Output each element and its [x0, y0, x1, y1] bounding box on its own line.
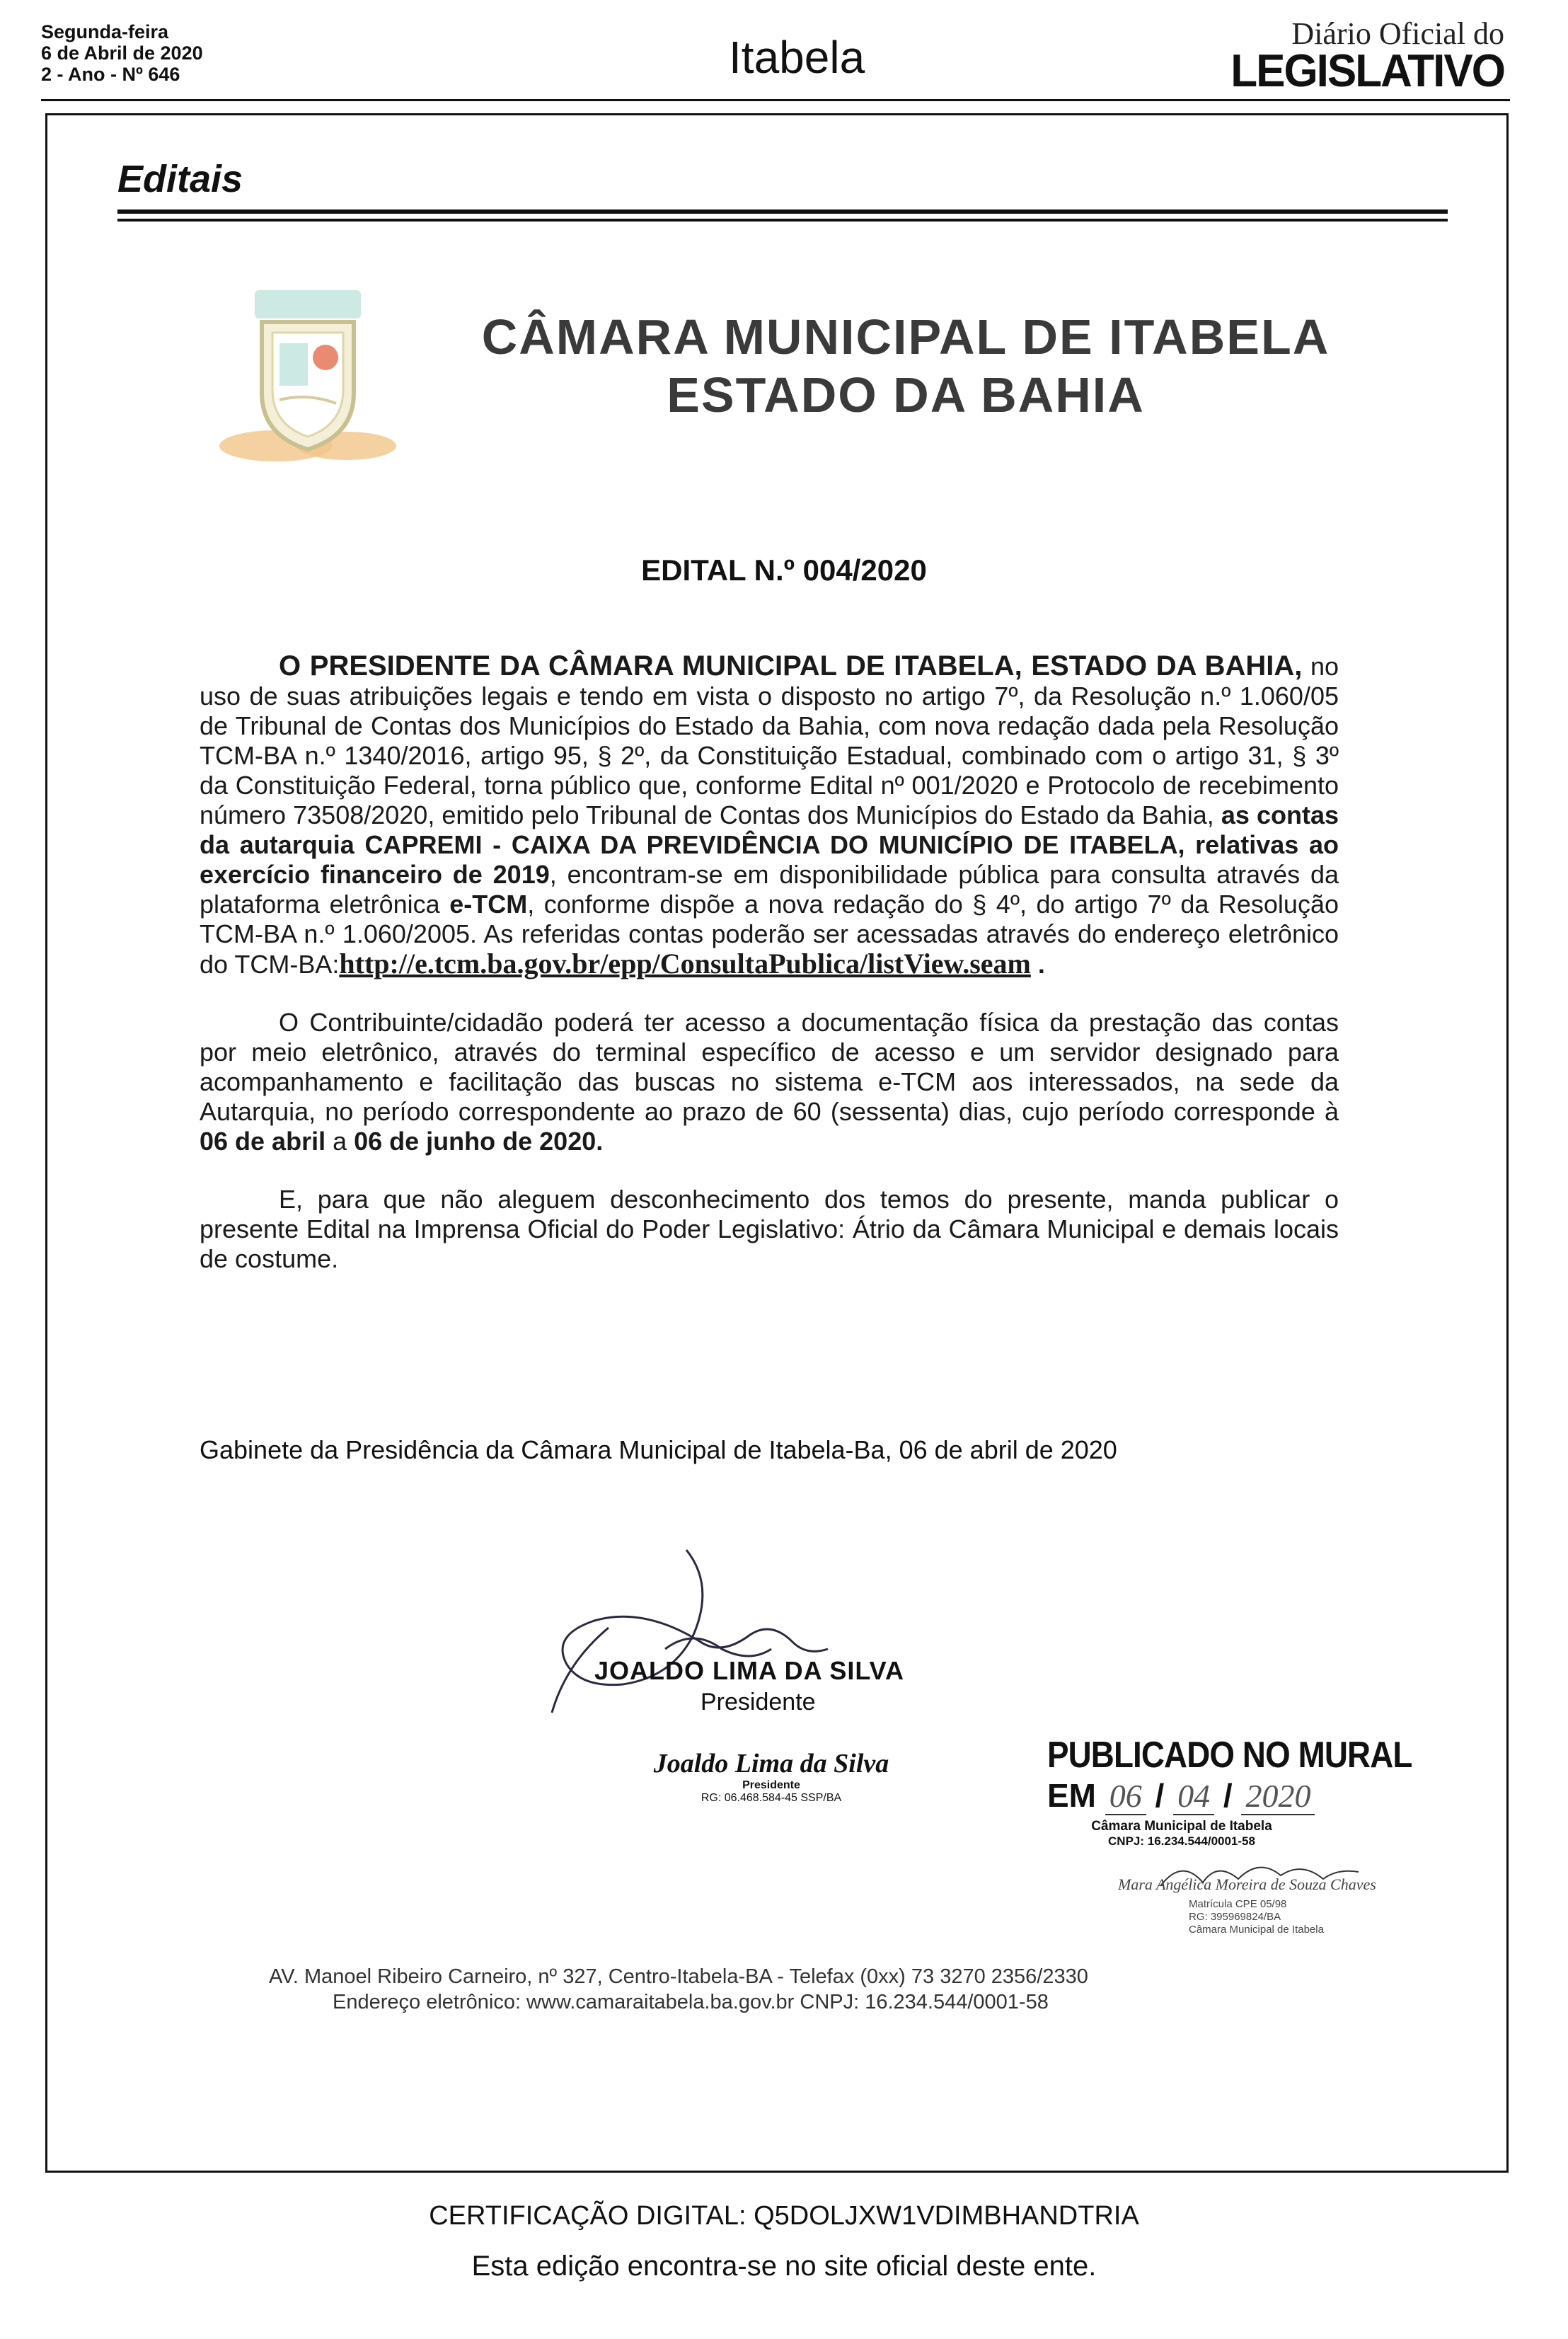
place-and-date: Gabinete da Presidência da Câmara Municipal de Itabela-Ba, 06 de abril de 2020	[200, 1435, 1117, 1464]
mural-date: EM 06 / 04 / 2020	[1047, 1776, 1387, 1815]
city-name: Itabela	[729, 32, 865, 83]
mural-stamp	[1047, 1734, 1412, 1936]
paragraph-1	[200, 651, 1339, 979]
brand-top: Diário Oficial do	[1291, 16, 1504, 51]
paragraph-1-text-b: as contas da autarquia CAPREMI - CAIXA DA PREVIDÊNCIA DO MUNICÍPIO DE ITABELA, relativas ao exercício financeiro de 2019	[200, 800, 1339, 889]
stamp-name: Joaldo Lima da Silva	[653, 1749, 889, 1778]
stamp-role: Presidente	[742, 1779, 800, 1791]
section-divider-secondary	[117, 219, 1448, 222]
organization-heading	[439, 309, 1373, 423]
president-stamp	[637, 1748, 906, 1805]
edition-info	[41, 21, 203, 85]
paragraph-1-text-c: , encontram-se em disponibilidade pública para consulta através da plataforma eletrônica	[200, 860, 1339, 919]
signatory-name: JOALDO LIMA DA SILVA	[594, 1656, 904, 1685]
paragraph-1-text-d: e-TCM	[449, 890, 528, 919]
organization-state: ESTADO DA BAHIA	[667, 367, 1145, 423]
municipal-coat-of-arms-icon	[212, 272, 403, 471]
paragraph-1-text-e: , conforme dispõe a nova redação do § 4º, do artigo 7º da Resolução TCM-BA n.º 1.060/2005. As referidas contas poderão ser acessadas através do endereço eletrônico do TCM-BA:	[200, 890, 1339, 979]
paragraph-2-text-a: O Contribuinte/cidadão poderá ter acesso a documentação física da prestação das contas por meio eletrônico, através do terminal específico de acesso e um servidor designado para acompanhamento e facilitação das buscas no sistema e-TCM aos interessados, na sede da Autarquia, no período correspondente ao prazo de 60 (sessenta) dias, cujo período corresponde à	[200, 1008, 1339, 1126]
edition-date: 6 de Abril de 2020	[41, 42, 203, 64]
mural-cnpj: CNPJ: 16.234.544/0001-58	[1108, 1834, 1255, 1848]
paragraph-2-start-date: 06 de abril	[200, 1127, 326, 1156]
footer-address-block	[269, 1964, 1330, 2015]
mural-em-label: EM	[1047, 1777, 1096, 1814]
mural-day: 06	[1105, 1778, 1146, 1815]
consulta-publica-link[interactable]: http://e.tcm.ba.gov.br/epp/ConsultaPublica/listView.seam	[339, 948, 1031, 979]
paragraph-1-end: .	[1030, 950, 1045, 979]
stamp-rg: RG: 06.468.584-45 SSP/BA	[701, 1792, 842, 1804]
publication-brand	[1230, 16, 1504, 97]
paragraph-1-lead: O PRESIDENTE DA CÂMARA MUNICIPAL DE ITABELA, ESTADO DA BAHIA,	[279, 650, 1303, 682]
clerk-name: Mara Angélica Moreira de Souza Chaves	[1118, 1875, 1376, 1893]
mural-title: PUBLICADO NO MURAL	[1047, 1735, 1412, 1776]
clerk-matricula: Matrícula CPE 05/98	[1189, 1898, 1287, 1910]
brand-main: LEGISLATIVO	[1230, 45, 1504, 97]
paragraph-3: E, para que não aleguem desconhecimento dos temos do presente, manda publicar o presente Edital na Imprensa Oficial do Poder Legislativo: Átrio da Câmara Municipal e demais locais de costume.	[200, 1185, 1339, 1273]
header-divider	[41, 99, 1510, 101]
paragraph-2-text-c: a	[325, 1127, 354, 1156]
paragraph-2	[200, 1008, 1339, 1156]
site-note: Esta edição encontra-se no site oficial deste ente.	[471, 2251, 1097, 2282]
clerk-rg: RG: 395969824/BA	[1189, 1911, 1281, 1923]
digital-certification: CERTIFICAÇÃO DIGITAL: Q5DOLJXW1VDIMBHANDTRIA	[429, 2201, 1139, 2231]
mural-month: 04	[1173, 1778, 1214, 1815]
clerk-org: Câmara Municipal de Itabela	[1189, 1924, 1324, 1936]
mural-year: 2020	[1241, 1778, 1315, 1815]
footer-contact: Endereço eletrônico: www.camaraitabela.ba.gov.br CNPJ: 16.234.544/0001-58	[333, 1991, 1049, 2013]
paragraph-2-end-date: 06 de junho de 2020.	[354, 1127, 604, 1156]
paragraph-1-text-a: no uso de suas atribuições legais e tendo em vista o disposto no artigo 7º, da Resolução n.º 1.060/05 de Tribunal de Contas dos Municípios do Estado da Bahia, com nova redação dada pela Resolução TCM-BA n.º 1340/2016, artigo 95, § 2º, da Constituição Estadual, combinado com o artigo 31, § 3º da Constituição Federal, torna público que, conforme Edital nº 001/2020 e Protocolo de recebimento número 73508/2020, emitido pelo Tribunal de Contas dos Municípios do Estado da Bahia,	[200, 652, 1339, 829]
edital-title: EDITAL N.º 004/2020	[641, 553, 927, 587]
clerk-signature-block	[1047, 1854, 1387, 1936]
organization-name: CÂMARA MUNICIPAL DE ITABELA	[481, 309, 1330, 364]
section-title: Editais	[117, 158, 243, 200]
footer-address: AV. Manoel Ribeiro Carneiro, nº 327, Centro-Itabela-BA - Telefax (0xx) 73 3270 2356/2330	[269, 1965, 1088, 1988]
edition-number: 2 - Ano - Nº 646	[41, 64, 180, 85]
signatory-role: Presidente	[701, 1689, 816, 1716]
section-divider	[117, 209, 1448, 214]
mural-org: Câmara Municipal de Itabela	[1091, 1819, 1272, 1834]
weekday: Segunda-feira	[41, 21, 169, 42]
edital-body	[200, 651, 1339, 1302]
